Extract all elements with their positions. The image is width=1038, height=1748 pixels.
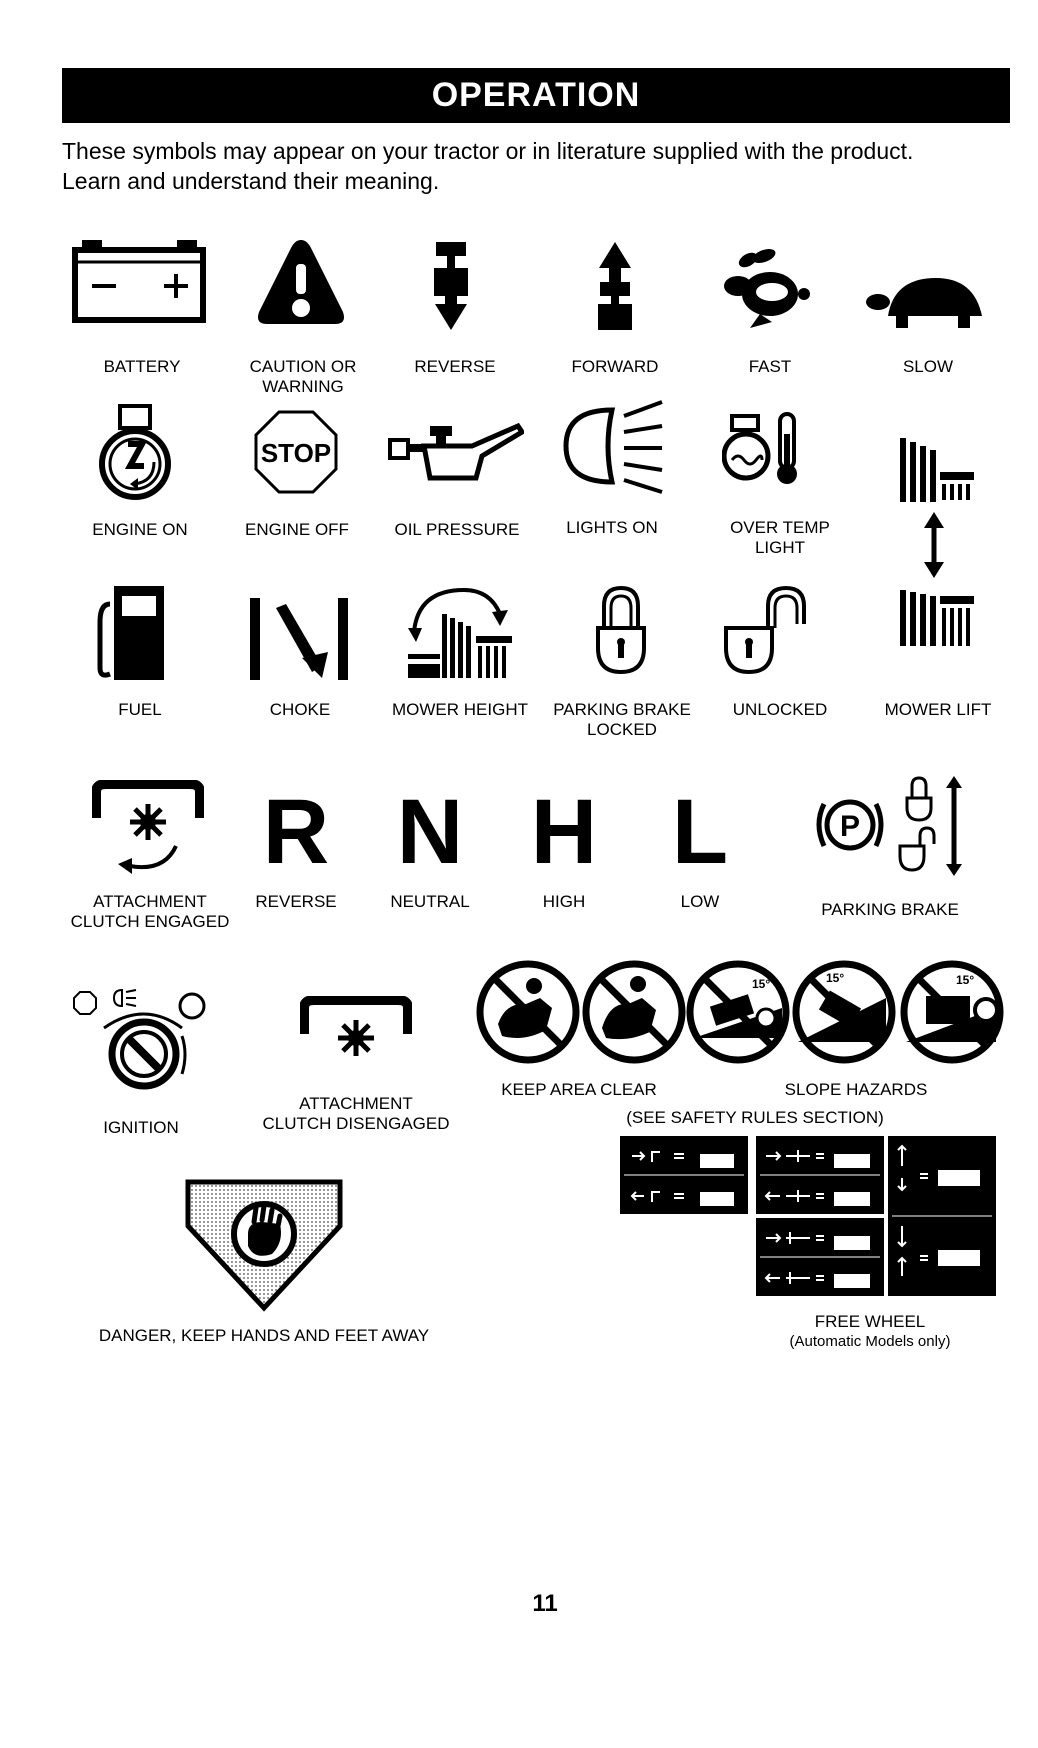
low-letter: L <box>671 781 729 883</box>
mower-height-label: MOWER HEIGHT <box>392 700 528 719</box>
choke-label: CHOKE <box>269 700 331 719</box>
slow-label: SLOW <box>902 357 954 376</box>
parking-brake-icon <box>812 774 972 878</box>
forward-label: FORWARD <box>571 357 659 376</box>
parking-p-glyph: P <box>839 810 861 843</box>
high-label: HIGH <box>542 892 586 911</box>
mower-lift-icon <box>892 432 978 650</box>
oil-pressure-label: OIL PRESSURE <box>394 520 520 539</box>
reverse-direction-icon <box>430 240 472 332</box>
intro-line-1: These symbols may appear on your tractor or in literature supplied with the product. <box>62 138 914 164</box>
fuel-label: FUEL <box>118 700 162 719</box>
turtle-slow-icon <box>866 272 986 330</box>
svg-text:15°: 15° <box>752 977 771 991</box>
caution-icon <box>255 236 347 328</box>
slope-hazard-icon-1 <box>690 964 786 1060</box>
keep-area-clear-icon-1 <box>480 964 576 1060</box>
mower-height-icon <box>404 584 516 684</box>
high-letter: H <box>530 781 598 883</box>
section-title: OPERATION <box>62 68 1010 123</box>
slope-hazards-label: SLOPE HAZARDS <box>784 1080 928 1099</box>
battery-label: BATTERY <box>103 357 181 376</box>
reverse-letter: R <box>262 781 330 883</box>
attachment-engaged-label: ATTACHMENT CLUTCH ENGAGED <box>70 892 230 931</box>
intro-text <box>62 136 1012 196</box>
attachment-clutch-disengaged-icon <box>300 996 412 1060</box>
battery-icon <box>72 240 207 325</box>
neutral-letter: N <box>396 781 464 883</box>
engine-on-icon <box>96 404 174 502</box>
free-wheel-decal <box>620 1136 996 1300</box>
mower-lift-label: MOWER LIFT <box>884 700 992 719</box>
ignition-label: IGNITION <box>103 1118 179 1137</box>
neutral-label: NEUTRAL <box>390 892 470 911</box>
keep-area-clear-icon-2 <box>586 964 682 1060</box>
engine-on-label: ENGINE ON <box>92 520 188 539</box>
intro-line-2: Learn and understand their meaning. <box>62 168 440 194</box>
stop-sign-text: STOP <box>260 438 332 468</box>
svg-text:15°: 15° <box>956 973 975 987</box>
danger-hand-icon <box>182 1176 346 1314</box>
choke-icon <box>246 594 352 682</box>
slope-hazard-icon-2 <box>796 964 892 1060</box>
over-temp-icon <box>722 412 814 486</box>
headlight-icon <box>562 398 666 494</box>
padlock-locked-icon <box>594 584 648 676</box>
attachment-clutch-engaged-icon <box>92 780 204 878</box>
ignition-switch-icon <box>70 984 210 1092</box>
lights-on-label: LIGHTS ON <box>566 518 658 537</box>
see-safety-rules-label: (SEE SAFETY RULES SECTION) <box>626 1108 884 1127</box>
parking-brake-label: PARKING BRAKE <box>821 900 959 919</box>
reverse-letter-label: REVERSE <box>255 892 337 911</box>
over-temp-label: OVER TEMP LIGHT <box>730 518 830 557</box>
safety-prohibition-icons <box>476 958 1016 1068</box>
rabbit-fast-icon <box>720 248 812 332</box>
engine-off-label: ENGINE OFF <box>245 520 349 539</box>
unlocked-label: UNLOCKED <box>732 700 828 719</box>
svg-text:15°: 15° <box>826 971 845 985</box>
slope-hazard-icon-3 <box>904 964 1000 1060</box>
page-number: 11 <box>532 1590 558 1617</box>
padlock-unlocked-icon <box>722 584 824 676</box>
fast-label: FAST <box>748 357 792 376</box>
oil-can-icon <box>388 422 524 484</box>
free-wheel-label: FREE WHEEL (Automatic Models only) <box>789 1312 951 1350</box>
low-label: LOW <box>680 892 720 911</box>
forward-direction-icon <box>594 240 636 332</box>
attachment-disengaged-label: ATTACHMENT CLUTCH DISENGAGED <box>262 1094 450 1133</box>
caution-label: CAUTION OR WARNING <box>249 357 357 396</box>
fuel-pump-icon <box>96 582 168 682</box>
danger-label: DANGER, KEEP HANDS AND FEET AWAY <box>98 1326 430 1345</box>
reverse-arrow-label: REVERSE <box>414 357 496 376</box>
parking-brake-locked-label: PARKING BRAKE LOCKED <box>553 700 691 739</box>
stop-sign-icon <box>254 410 338 494</box>
keep-area-clear-label: KEEP AREA CLEAR <box>501 1080 657 1099</box>
